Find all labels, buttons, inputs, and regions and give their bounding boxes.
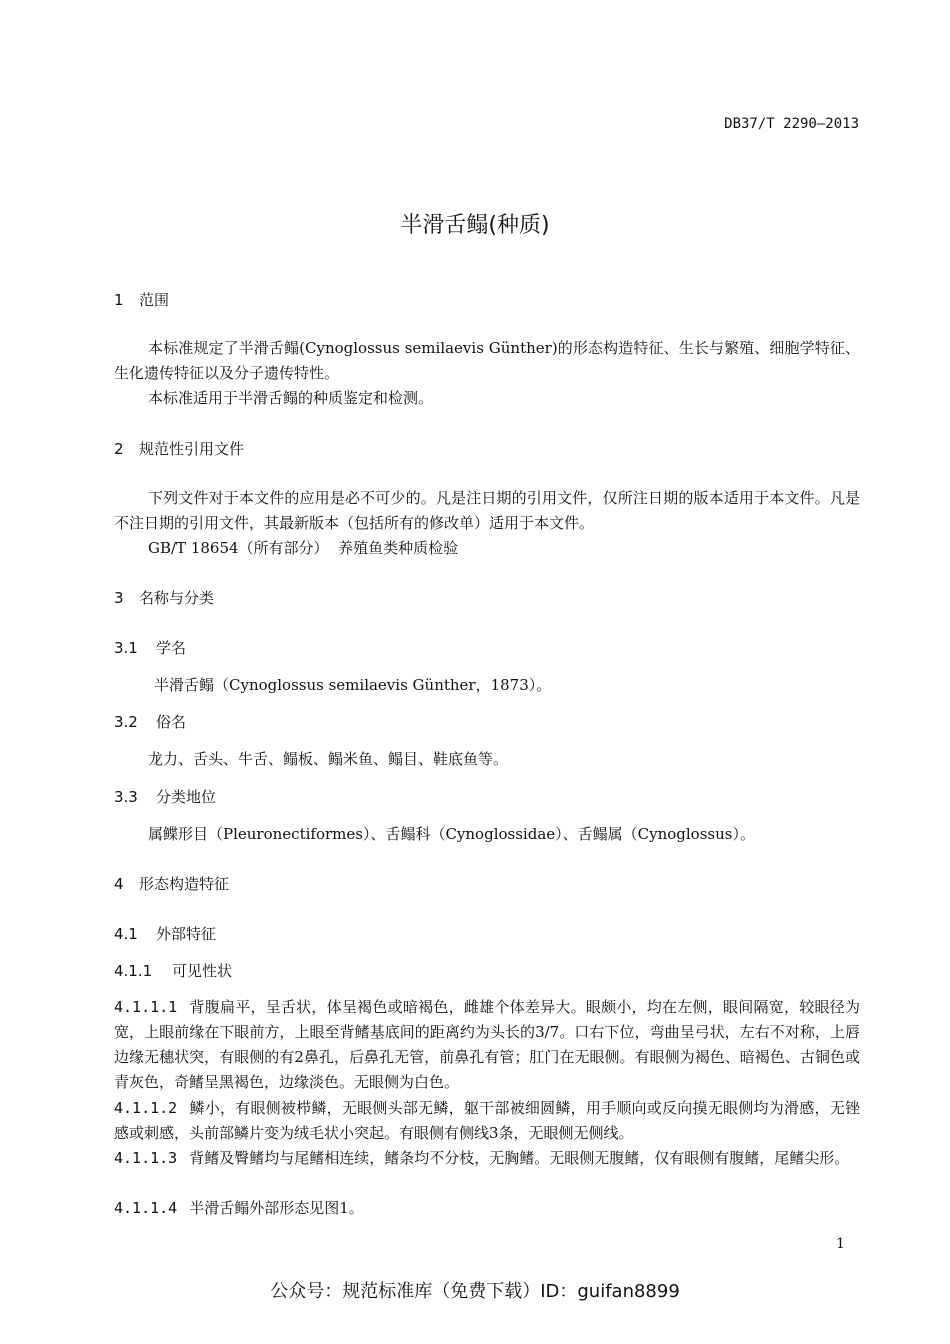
document-title: 半滑舌鳎(种质) <box>400 213 550 238</box>
paragraph: 下列文件对于本文件的应用是必不可少的。凡是注日期的引用文件，仅所注日期的版本适用于本文件。凡是不注日期的引用文件，其最新版本（包括所有的修改单）适用于本文件。 <box>114 489 860 532</box>
section-title: 规范性引用文件 <box>139 440 245 458</box>
section-title: 名称与分类 <box>139 589 215 607</box>
clause-4-1-1-4 <box>114 1196 860 1221</box>
normative-reference: GB/T 18654（所有部分） 养殖鱼类种质检验 <box>148 539 459 557</box>
common-names: 龙力、舌头、牛舌、鳎板、鳎米鱼、鳎目、鞋底鱼等。 <box>148 750 509 768</box>
section-title: 分类地位 <box>156 788 217 806</box>
section-number: 1 <box>114 291 124 309</box>
section-number: 2 <box>114 440 124 458</box>
clause-number: 4.1.1.4 <box>114 1199 178 1217</box>
clause-text: 背鳍及臀鳍均与尾鳍相连续，鳍条均不分枝，无胸鳍。无眼侧无腹鳍，仅有眼侧有腹鳍，尾鳍尖形。 <box>189 1149 850 1167</box>
section-title: 学名 <box>156 639 187 657</box>
section-4-heading <box>114 873 229 894</box>
taxonomy: 属鲽形目（Pleuronectiformes）、舌鳎科（Cynoglossidae）、舌鳎属（Cynoglossus）。 <box>148 825 755 843</box>
clause-text: 鳞小，有眼侧被栉鳞，无眼侧头部无鳞，躯干部被细圆鳞，用手顺向或反向摸无眼侧均为滑感，无锉感或刺感，头前部鳞片变为绒毛状小突起。有眼侧有侧线3条，无眼侧无侧线。 <box>114 1099 860 1142</box>
section-title: 外部特征 <box>156 925 217 943</box>
section-3-heading <box>114 587 214 608</box>
clause-4-1-1-3 <box>114 1146 860 1171</box>
subsection-4-1-1-heading <box>114 960 232 981</box>
subsection-3-1-heading <box>114 637 186 658</box>
clause-number: 4.1.1.3 <box>114 1149 178 1167</box>
section-2-heading <box>114 438 244 459</box>
page-number: 1 <box>836 1236 845 1252</box>
scientific-name: 半滑舌鳎（Cynoglossus semilaevis Günther，1873）。 <box>154 676 552 694</box>
paragraph: 本标准规定了半滑舌鳎(Cynoglossus semilaevis Günther)的形态构造特征、生长与繁殖、细胞学特征、生化遗传特征以及分子遗传特性。 <box>114 339 860 382</box>
section-number: 3.3 <box>114 788 138 806</box>
section-number: 4 <box>114 875 124 893</box>
standard-code: DB37/T 2290—2013 <box>724 116 859 132</box>
section-1-heading <box>114 289 169 310</box>
clause-number: 4.1.1.1 <box>114 998 178 1016</box>
subsection-3-2-heading <box>114 711 186 732</box>
section-title: 形态构造特征 <box>139 875 230 893</box>
clause-4-1-1-2 <box>114 1096 860 1146</box>
clause-4-1-1-1 <box>114 995 860 1095</box>
section-title: 俗名 <box>156 713 187 731</box>
clause-text: 半滑舌鳎外部形态见图1。 <box>189 1199 364 1217</box>
clause-number: 4.1.1.2 <box>114 1099 178 1117</box>
section-number: 4.1.1 <box>114 962 153 980</box>
section-title: 范围 <box>139 291 170 309</box>
footer-watermark: 公众号：规范标准库（免费下载）ID：guifan8899 <box>270 1281 680 1302</box>
section-number: 3.2 <box>114 713 138 731</box>
section-title: 可见性状 <box>172 962 233 980</box>
section-number: 4.1 <box>114 925 138 943</box>
subsection-3-3-heading <box>114 786 216 807</box>
section-number: 3.1 <box>114 639 138 657</box>
clause-text: 背腹扁平，呈舌状，体呈褐色或暗褐色，雌雄个体差异大。眼颇小，均在左侧，眼间隔宽，较眼径为宽，上眼前缘在下眼前方，上眼至背鳍基底间的距离约为头长的3/7。口右下位，弯曲呈弓状，左右不对称，上唇边缘无穗状突，有眼侧的有2鼻孔，后鼻孔无管，前鼻孔有管；肛门在无眼侧。有眼侧为褐色、暗褐色、古铜色或青灰色，奇鳍呈黑褐色，边缘淡色。无眼侧为白色。 <box>114 998 860 1091</box>
section-number: 3 <box>114 589 124 607</box>
paragraph: 本标准适用于半滑舌鳎的种质鉴定和检测。 <box>148 389 434 407</box>
subsection-4-1-heading <box>114 923 216 944</box>
